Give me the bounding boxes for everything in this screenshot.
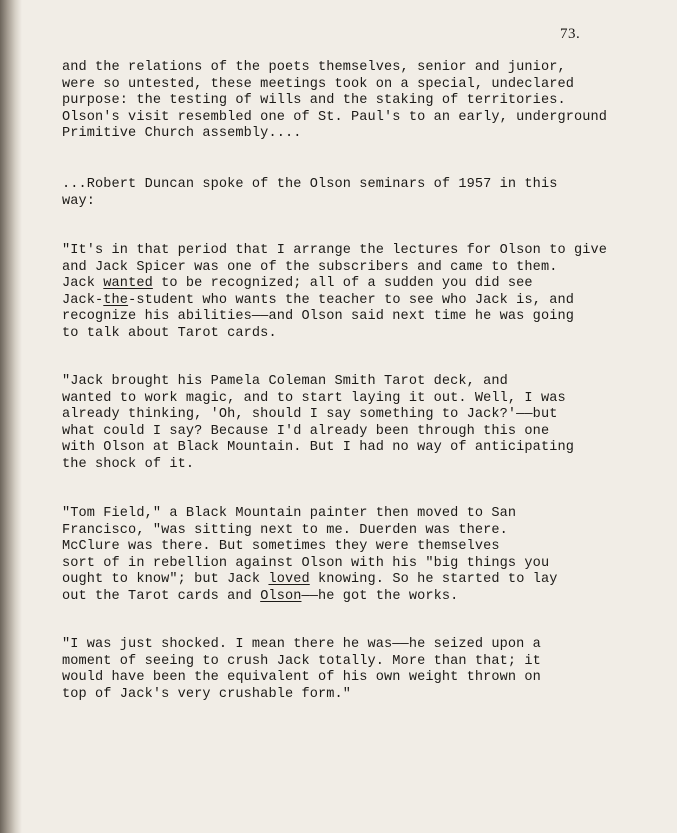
text-line: would have been the equivalent of his own weight thrown on [62, 670, 541, 685]
text-line: top of Jack's very crushable form." [62, 686, 352, 702]
underlined-word: wanted [103, 276, 153, 291]
text-line: and Jack Spicer was one of the subscribers and came to them. [62, 259, 558, 275]
text-line: Olson's visit resembled one of St. Paul's to an early, underground [62, 109, 607, 125]
underlined-word: Olson [260, 588, 302, 604]
text-line: Primitive Church assembly.... [62, 126, 302, 141]
paragraph-3 [62, 243, 607, 342]
text-line: already thinking, 'Oh, should I say something to Jack?'——but [62, 407, 558, 422]
text-line: purpose: the testing of wills and the staking of territories. [62, 93, 566, 108]
text-line: the shock of it. [62, 456, 195, 472]
paragraph-6 [62, 637, 541, 703]
text-line: "Jack brought his Pamela Coleman Smith Tarot deck, and [62, 374, 508, 389]
text-line: Francisco, "was sitting next to me. Duerden was there. [62, 522, 508, 538]
paragraph-4 [62, 374, 574, 473]
text-line: Jack-the-student who wants the teacher to see who Jack is, and [62, 292, 574, 308]
text-line: "I was just shocked. I mean there he was——he seized upon a [62, 637, 541, 652]
text-line: out the Tarot cards and Olson——he got the works. [62, 588, 459, 604]
text-line: what could I say? Because I'd already been through this one [62, 423, 550, 439]
paragraph-5 [62, 506, 557, 605]
text-line: "It's in that period that I arrange the lectures for Olson to give [62, 243, 607, 258]
text-line: and the relations of the poets themselves, senior and junior, [62, 60, 566, 75]
text-line: recognize his abilities——and Olson said next time he was going [62, 309, 574, 324]
text-line: moment of seeing to crush Jack totally. More than that; it [62, 653, 541, 669]
text-line: to talk about Tarot cards. [62, 325, 277, 341]
text-line: Jack wanted to be recognized; all of a sudden you did see [62, 276, 533, 291]
underlined-word: the [103, 292, 129, 308]
text-line: "Tom Field," a Black Mountain painter then moved to San [62, 506, 517, 521]
binding-shadow [0, 0, 22, 833]
underlined-word: loved [268, 572, 310, 587]
text-line: sort of in rebellion against Olson with his "big things you [62, 555, 550, 571]
text-line: ...Robert Duncan spoke of the Olson seminars of 1957 in this [62, 177, 558, 192]
text-line: wanted to work magic, and to start laying it out. Well, I was [62, 390, 566, 406]
text-line: McClure was there. But sometimes they were themselves [62, 539, 500, 554]
text-line: with Olson at Black Mountain. But I had no way of anticipating [62, 440, 574, 455]
text-line: way: [62, 193, 96, 209]
text-line: ought to know"; but Jack loved knowing. So he started to lay [62, 572, 558, 587]
paragraph-2 [62, 177, 557, 210]
text-line: were so untested, these meetings took on a special, undeclared [62, 76, 574, 92]
page-number: 73. [560, 26, 581, 42]
paragraph-1 [62, 60, 607, 143]
